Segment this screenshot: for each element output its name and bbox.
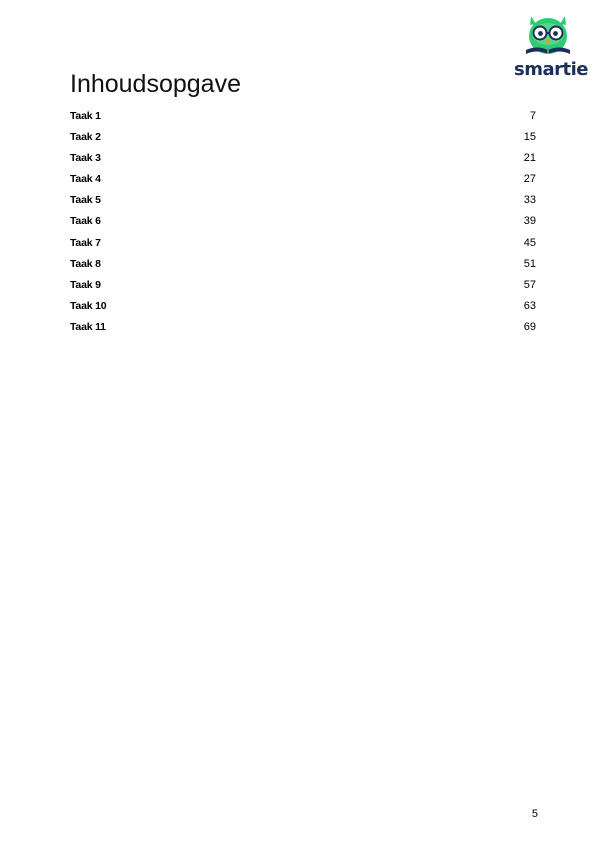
toc-item[interactable] [70, 317, 537, 338]
toc-item[interactable] [70, 190, 537, 211]
toc-item-label: Taak 8 [70, 257, 101, 270]
toc-item-page: 63 [523, 299, 536, 312]
page-number: 5 [531, 808, 538, 820]
toc-item-page: 15 [523, 131, 536, 144]
toc-item-label: Taak 4 [70, 173, 101, 186]
toc-item[interactable] [70, 106, 537, 127]
toc-item-label: Taak 1 [70, 110, 101, 122]
owl-reading-book-icon [522, 12, 574, 60]
toc-item-page: 69 [523, 320, 536, 333]
toc-item-label: Taak 2 [70, 131, 101, 144]
toc-item-page: 33 [523, 194, 536, 207]
toc-item[interactable] [70, 296, 537, 317]
toc-item[interactable] [70, 254, 537, 275]
logo-wordmark: smartie [514, 59, 588, 80]
table-of-contents [70, 106, 537, 338]
toc-item[interactable] [70, 275, 537, 296]
page-title: Inhoudsopgave [70, 70, 241, 98]
toc-item[interactable] [70, 169, 537, 190]
toc-item-label: Taak 5 [70, 194, 101, 207]
toc-item-page: 45 [523, 236, 536, 249]
toc-item-label: Taak 7 [70, 236, 101, 249]
toc-item[interactable] [70, 233, 537, 254]
toc-item-page: 39 [523, 215, 536, 228]
toc-item-page: 57 [523, 278, 536, 291]
toc-item-page: 7 [529, 110, 536, 122]
toc-item-label: Taak 9 [70, 278, 101, 291]
toc-item-page: 21 [523, 152, 536, 165]
toc-item[interactable] [70, 127, 537, 148]
toc-item-page: 27 [523, 173, 536, 186]
toc-item-label: Taak 10 [70, 299, 107, 312]
toc-item[interactable] [70, 211, 537, 232]
toc-item[interactable] [70, 148, 537, 169]
toc-item-label: Taak 6 [70, 215, 101, 228]
smartie-logo [514, 12, 588, 82]
toc-item-label: Taak 3 [70, 152, 101, 165]
toc-item-label: Taak 11 [70, 320, 106, 333]
toc-item-page: 51 [523, 257, 536, 270]
